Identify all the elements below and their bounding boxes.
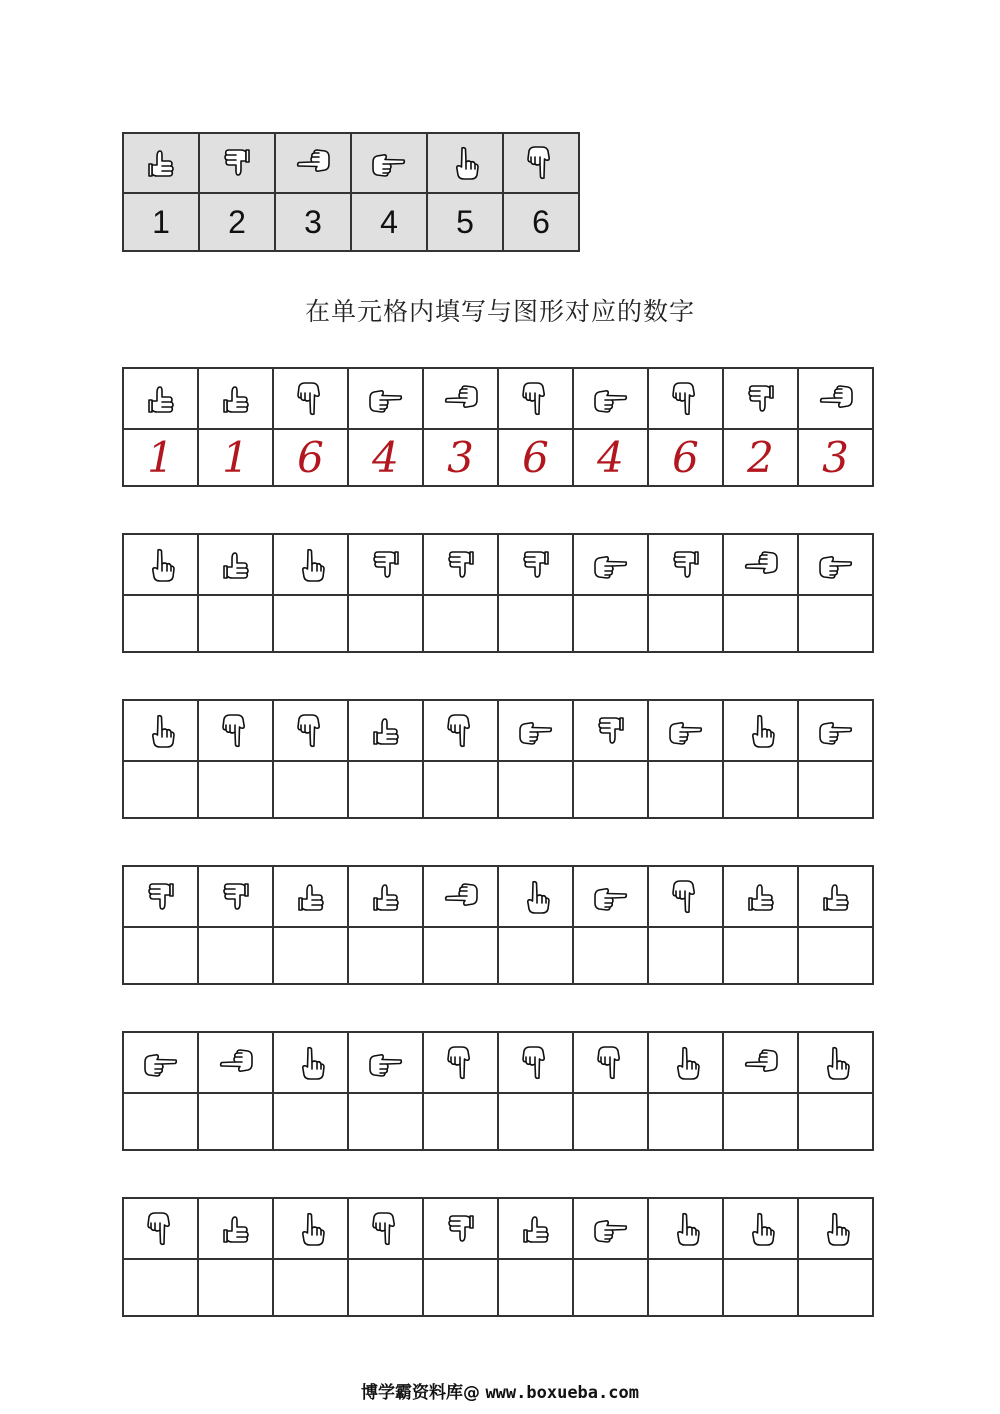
answer-cell[interactable] — [273, 1093, 348, 1150]
grid-icon-cell — [573, 534, 648, 595]
grid-icon-cell — [198, 1032, 273, 1093]
thumb-up-hand-icon — [743, 879, 779, 915]
answer-cell[interactable] — [723, 761, 798, 818]
thumb-up-hand-icon — [368, 879, 404, 915]
point-down-hand-icon — [518, 381, 554, 417]
thumb-down-hand-icon — [518, 547, 554, 583]
answer-cell[interactable] — [198, 1093, 273, 1150]
answer-cell[interactable] — [573, 927, 648, 984]
grid-icon-cell — [498, 534, 573, 595]
answer-cell[interactable] — [273, 927, 348, 984]
point-down-hand-icon — [443, 1045, 479, 1081]
point-down-hand-icon — [218, 713, 254, 749]
exercise-grid — [122, 699, 874, 819]
point-up-hand-icon — [818, 1045, 854, 1081]
handwritten-answer: 4 — [372, 433, 399, 482]
handwritten-answer: 6 — [297, 433, 324, 482]
answer-cell[interactable] — [498, 927, 573, 984]
answer-cell[interactable] — [273, 761, 348, 818]
answer-cell[interactable] — [423, 761, 498, 818]
thumb-down-hand-icon — [443, 547, 479, 583]
grid-icon-cell — [723, 368, 798, 429]
thumb-up-hand-icon — [218, 381, 254, 417]
answer-cell[interactable] — [198, 761, 273, 818]
answer-cell[interactable] — [273, 595, 348, 652]
grid-icon-cell — [423, 368, 498, 429]
grid-icon-cell — [573, 700, 648, 761]
grid-icon-cell — [198, 368, 273, 429]
thumb-up-hand-icon — [293, 879, 329, 915]
grid-icon-cell — [273, 368, 348, 429]
grid-icon-cell — [123, 866, 198, 927]
answer-cell[interactable] — [723, 1259, 798, 1316]
answer-cell[interactable] — [348, 429, 423, 486]
grid-icon-cell — [123, 534, 198, 595]
grid-icon-cell — [123, 368, 198, 429]
answer-cell[interactable] — [498, 761, 573, 818]
answer-cell[interactable] — [723, 595, 798, 652]
point-down-hand-icon — [143, 1211, 179, 1247]
legend-icon-cell — [199, 133, 275, 193]
grid-icon-cell — [573, 1198, 648, 1259]
answer-cell[interactable] — [423, 927, 498, 984]
grid-icon-cell — [198, 534, 273, 595]
point-up-hand-icon — [293, 1211, 329, 1247]
point-right-hand-icon — [593, 381, 629, 417]
point-up-hand-icon — [143, 547, 179, 583]
point-up-hand-icon — [743, 713, 779, 749]
answer-cell[interactable] — [273, 429, 348, 486]
answer-cell[interactable] — [498, 595, 573, 652]
legend-icon-cell — [503, 133, 579, 193]
answer-cell[interactable] — [198, 429, 273, 486]
grid-answer-row — [123, 1259, 873, 1316]
answer-cell[interactable] — [123, 927, 198, 984]
point-up-hand-icon — [818, 1211, 854, 1247]
footer-site-name: 博学霸资料库 — [361, 1383, 464, 1403]
grid-icon-cell — [273, 1198, 348, 1259]
point-left-hand-icon — [218, 1045, 254, 1081]
point-down-hand-icon — [293, 381, 329, 417]
answer-cell[interactable] — [348, 927, 423, 984]
grid-icon-cell — [273, 866, 348, 927]
point-right-hand-icon — [368, 381, 404, 417]
handwritten-answer: 6 — [672, 433, 699, 482]
answer-cell[interactable] — [423, 1259, 498, 1316]
grid-icon-cell — [123, 700, 198, 761]
grid-icon-cell — [798, 866, 873, 927]
thumb-up-hand-icon — [368, 713, 404, 749]
grid-icon-cell — [423, 534, 498, 595]
grid-icon-cell — [573, 1032, 648, 1093]
grid-icon-cell — [723, 866, 798, 927]
answer-cell[interactable] — [423, 1093, 498, 1150]
answer-cell[interactable] — [573, 1259, 648, 1316]
grid-icon-cell — [798, 368, 873, 429]
answer-cell[interactable] — [423, 429, 498, 486]
thumb-up-hand-icon — [143, 145, 179, 181]
grid-icon-row — [123, 368, 873, 429]
legend-icon-cell — [351, 133, 427, 193]
grid-icon-cell — [648, 368, 723, 429]
grid-icon-cell — [648, 700, 723, 761]
grid-icon-row — [123, 700, 873, 761]
thumb-down-hand-icon — [143, 879, 179, 915]
answer-cell[interactable] — [198, 595, 273, 652]
grid-icon-cell — [348, 866, 423, 927]
handwritten-answer: 6 — [522, 433, 549, 482]
point-right-hand-icon — [143, 1045, 179, 1081]
footer-url[interactable]: www.boxueba.com — [485, 1383, 639, 1403]
point-right-hand-icon — [593, 1211, 629, 1247]
answer-cell[interactable] — [348, 1093, 423, 1150]
exercise-grid — [122, 1031, 874, 1151]
legend-number-cell: 5 — [427, 193, 503, 251]
answer-cell[interactable] — [798, 761, 873, 818]
exercise-grid — [122, 1197, 874, 1317]
point-left-hand-icon — [443, 879, 479, 915]
point-left-hand-icon — [818, 381, 854, 417]
thumb-down-hand-icon — [368, 547, 404, 583]
grid-icon-cell — [198, 866, 273, 927]
footer-separator: @ — [463, 1383, 481, 1403]
grid-icon-cell — [498, 700, 573, 761]
grid-icon-cell — [723, 534, 798, 595]
point-down-hand-icon — [443, 713, 479, 749]
handwritten-answer: 3 — [822, 433, 849, 482]
point-left-hand-icon — [743, 1045, 779, 1081]
point-down-hand-icon — [293, 713, 329, 749]
answer-cell[interactable] — [798, 429, 873, 486]
grid-icon-cell — [798, 534, 873, 595]
exercise-grid — [122, 533, 874, 653]
point-up-hand-icon — [668, 1045, 704, 1081]
grid-icon-cell — [123, 1032, 198, 1093]
legend-number-cell: 1 — [123, 193, 199, 251]
point-right-hand-icon — [518, 713, 554, 749]
grid-icon-row — [123, 866, 873, 927]
grid-answer-row — [123, 595, 873, 652]
thumb-down-hand-icon — [443, 1211, 479, 1247]
grid-icon-cell — [348, 1032, 423, 1093]
point-down-hand-icon — [523, 145, 559, 181]
answer-cell[interactable] — [423, 595, 498, 652]
answer-cell[interactable] — [573, 761, 648, 818]
grid-icon-row — [123, 1198, 873, 1259]
thumb-down-hand-icon — [219, 145, 255, 181]
grid-icon-cell — [573, 368, 648, 429]
answer-cell[interactable] — [123, 761, 198, 818]
grid-icon-cell — [723, 700, 798, 761]
answer-cell[interactable] — [123, 429, 198, 486]
answer-cell[interactable] — [648, 1093, 723, 1150]
grid-icon-cell — [348, 1198, 423, 1259]
point-up-hand-icon — [293, 547, 329, 583]
point-down-hand-icon — [668, 381, 704, 417]
point-down-hand-icon — [368, 1211, 404, 1247]
point-down-hand-icon — [668, 879, 704, 915]
legend-table — [122, 132, 580, 252]
legend-icon-cell — [123, 133, 199, 193]
answer-cell[interactable] — [723, 927, 798, 984]
answer-cell[interactable] — [198, 1259, 273, 1316]
thumb-up-hand-icon — [518, 1211, 554, 1247]
answer-cell[interactable] — [648, 429, 723, 486]
grid-icon-cell — [273, 1032, 348, 1093]
answer-cell[interactable] — [648, 595, 723, 652]
point-right-hand-icon — [368, 1045, 404, 1081]
grid-icon-row — [123, 534, 873, 595]
answer-cell[interactable] — [648, 927, 723, 984]
answer-cell[interactable] — [123, 1259, 198, 1316]
grid-icon-cell — [423, 1032, 498, 1093]
answer-cell[interactable] — [273, 1259, 348, 1316]
thumb-down-hand-icon — [218, 879, 254, 915]
point-up-hand-icon — [143, 713, 179, 749]
legend-number-cell: 4 — [351, 193, 427, 251]
grid-answer-row — [123, 761, 873, 818]
point-left-hand-icon — [295, 145, 331, 181]
worksheet-title: 在单元格内填写与图形对应的数字 — [304, 297, 695, 326]
footer — [0, 1378, 1000, 1403]
thumb-down-hand-icon — [668, 547, 704, 583]
grid-icon-cell — [723, 1198, 798, 1259]
answer-cell[interactable] — [123, 1093, 198, 1150]
grid-icon-cell — [798, 1198, 873, 1259]
answer-cell[interactable] — [648, 1259, 723, 1316]
grid-icon-cell — [798, 700, 873, 761]
thumb-up-hand-icon — [218, 547, 254, 583]
answer-cell[interactable] — [348, 761, 423, 818]
grid-icon-cell — [498, 368, 573, 429]
grid-icon-cell — [723, 1032, 798, 1093]
grid-icon-cell — [648, 1032, 723, 1093]
grid-icon-cell — [498, 866, 573, 927]
answer-cell[interactable] — [798, 1259, 873, 1316]
handwritten-answer: 1 — [147, 433, 174, 482]
grid-icon-cell — [573, 866, 648, 927]
grid-icon-cell — [798, 1032, 873, 1093]
answer-cell[interactable] — [573, 429, 648, 486]
grid-icon-cell — [273, 700, 348, 761]
thumb-up-hand-icon — [143, 381, 179, 417]
grid-icon-row — [123, 1032, 873, 1093]
answer-cell[interactable] — [648, 761, 723, 818]
grid-icon-cell — [423, 866, 498, 927]
grid-icon-cell — [498, 1032, 573, 1093]
answer-cell[interactable] — [123, 595, 198, 652]
answer-cell[interactable] — [348, 595, 423, 652]
answer-cell[interactable] — [798, 927, 873, 984]
grid-icon-cell — [348, 534, 423, 595]
legend-number-cell: 3 — [275, 193, 351, 251]
point-up-hand-icon — [518, 879, 554, 915]
legend-number-cell: 2 — [199, 193, 275, 251]
answer-cell[interactable] — [498, 1093, 573, 1150]
point-up-hand-icon — [447, 145, 483, 181]
grid-icon-cell — [198, 700, 273, 761]
point-up-hand-icon — [293, 1045, 329, 1081]
grid-icon-cell — [123, 1198, 198, 1259]
answer-cell[interactable] — [498, 1259, 573, 1316]
point-right-hand-icon — [818, 713, 854, 749]
answer-cell[interactable] — [498, 429, 573, 486]
grid-icon-cell — [648, 866, 723, 927]
legend-numbers-row — [123, 193, 579, 251]
answer-cell[interactable] — [723, 1093, 798, 1150]
grid-icon-cell — [273, 534, 348, 595]
answer-cell[interactable] — [723, 429, 798, 486]
exercise-grid — [122, 367, 874, 487]
thumb-up-hand-icon — [818, 879, 854, 915]
point-left-hand-icon — [443, 381, 479, 417]
grid-answer-row — [123, 927, 873, 984]
handwritten-answer: 4 — [597, 433, 624, 482]
point-right-hand-icon — [818, 547, 854, 583]
grid-icon-cell — [198, 1198, 273, 1259]
thumb-down-hand-icon — [743, 381, 779, 417]
legend-icon-cell — [275, 133, 351, 193]
point-right-hand-icon — [593, 547, 629, 583]
thumb-down-hand-icon — [593, 713, 629, 749]
answer-cell[interactable] — [198, 927, 273, 984]
point-left-hand-icon — [743, 547, 779, 583]
legend-icon-cell — [427, 133, 503, 193]
point-down-hand-icon — [518, 1045, 554, 1081]
handwritten-answer: 3 — [447, 433, 474, 482]
point-up-hand-icon — [668, 1211, 704, 1247]
grid-answer-row — [123, 429, 873, 486]
point-down-hand-icon — [593, 1045, 629, 1081]
point-right-hand-icon — [593, 879, 629, 915]
grid-answer-row — [123, 1093, 873, 1150]
point-right-hand-icon — [371, 145, 407, 181]
grid-icon-cell — [348, 700, 423, 761]
grid-icon-cell — [648, 534, 723, 595]
answer-cell[interactable] — [348, 1259, 423, 1316]
answer-cell[interactable] — [798, 595, 873, 652]
exercise-grid — [122, 865, 874, 985]
handwritten-answer: 2 — [747, 433, 774, 482]
answer-cell[interactable] — [573, 1093, 648, 1150]
grid-icon-cell — [648, 1198, 723, 1259]
legend-icons-row — [123, 133, 579, 193]
answer-cell[interactable] — [573, 595, 648, 652]
grid-icon-cell — [348, 368, 423, 429]
legend-number-cell: 6 — [503, 193, 579, 251]
grid-icon-cell — [498, 1198, 573, 1259]
grid-icon-cell — [423, 700, 498, 761]
thumb-up-hand-icon — [218, 1211, 254, 1247]
answer-cell[interactable] — [798, 1093, 873, 1150]
point-up-hand-icon — [743, 1211, 779, 1247]
grid-icon-cell — [423, 1198, 498, 1259]
point-right-hand-icon — [668, 713, 704, 749]
handwritten-answer: 1 — [222, 433, 249, 482]
